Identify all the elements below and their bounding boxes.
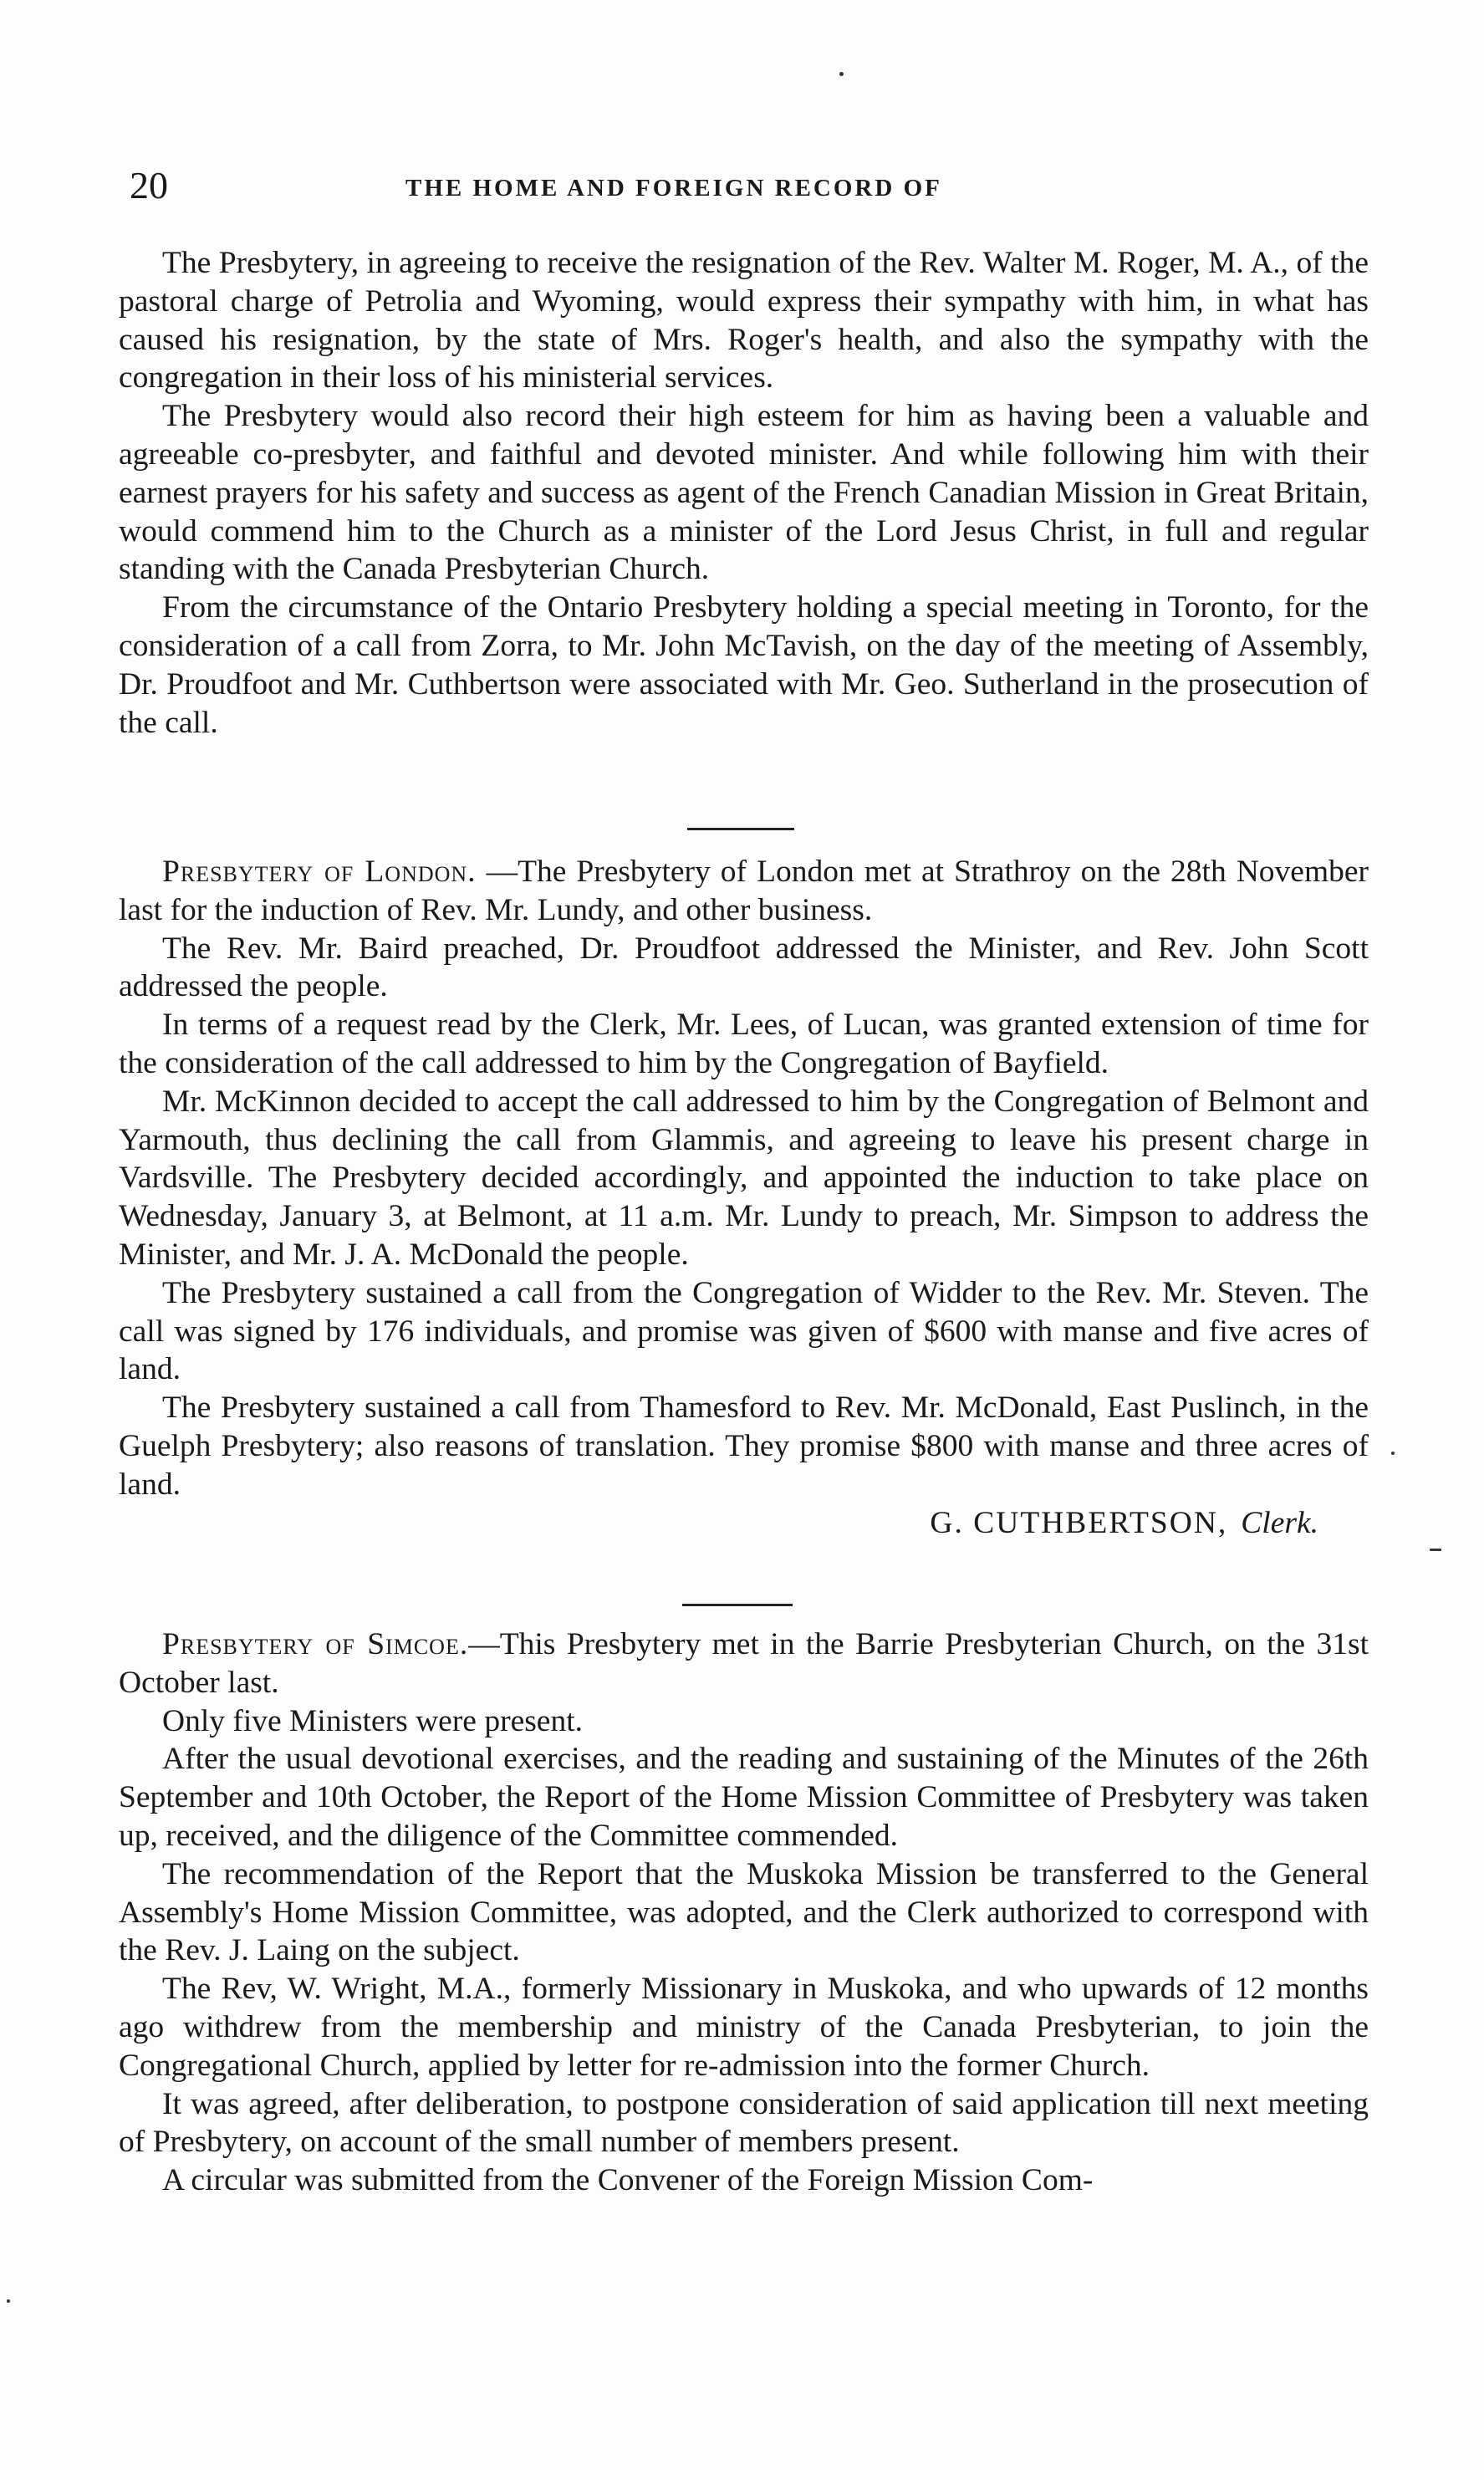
section-presbytery-of-simcoe [119,1625,1369,2200]
paragraph [119,853,1369,930]
paragraph: The recommendation of the Report that the Muskoka Mission be transferred to the General Assembly's Home Mission Committee, was adopted, and the Clerk authorized to correspond with the Rev. J. Laing on the subject. [119,1856,1369,1968]
paragraph: The Presbytery would also record their high esteem for him as having been a valuable and agreeable co-presbyter, and faithful and devoted minister. And while following him with their earnest prayers for his safety and success as agent of the French Canadian Mission in Great Britain, would commend him to the Church as a minister of the Lord Jesus Christ, in full and regular standing with the Canada Presbyterian Church. [119,399,1369,587]
paragraph: The Presbytery sustained a call from Thamesford to Rev. Mr. McDonald, East Puslinch, in the Guelph Presbytery; also reasons of translation. They promise $800 with manse and three acres of land. [119,1391,1369,1502]
paragraph [119,1625,1369,1702]
print-speck [1430,1549,1441,1551]
running-title: THE HOME AND FOREIGN RECORD OF [405,175,942,202]
paragraph-text: —This Presbytery met in the Barrie Presbyterian Church, on the 31st October last. [119,1627,1369,1700]
section-heading-london: Presbytery of London. [162,855,477,889]
paragraph: In terms of a request read by the Clerk, Mr. Lees, of Lucan, was granted extension of time for the consideration of the call addressed to him by the Congregation of Bayfield. [119,1008,1369,1080]
paragraph: The Rev, W. Wright, M.A., formerly Missionary in Muskoka, and who upwards of 12 months ago withdrew from the membership and ministry of the Canada Presbyterian, to join the Congregational Church, applied by letter for re-admission into the former Church. [119,1972,1369,2083]
paragraph: The Presbytery sustained a call from the Congregation of Widder to the Rev. Mr. Steven. The call was signed by 176 individuals, and promise was given of $600 with manse and five acres of land. [119,1275,1369,1387]
signature-name: G. CUTHBERTSON, [930,1505,1228,1540]
section-presbytery-of-london [119,853,1369,1542]
signature [119,1504,1369,1543]
page-number: 20 [130,164,168,207]
paragraph: After the usual devotional exercises, and the reading and sustaining of the Minutes of the 26th September and 10th October, the Report of the Home Mission Committee of Presbytery was taken up, received, and the diligence of the Committee commended. [119,1742,1369,1853]
section-divider [682,1604,793,1606]
paragraph: Mr. McKinnon decided to accept the call addressed to him by the Congregation of Belmont and Yarmouth, thus declining the call from Glammis, and agreeing to leave his present charge in Vardsville. The Presbytery decided accordingly, and appointed the induction to take place on Wednesday, January 3, at Belmont, at 11 a.m. Mr. Lundy to preach, Mr. Simpson to address the Minister, and Mr. J. A. McDonald the people. [119,1084,1369,1272]
section-heading-simcoe: Presbytery of Simcoe. [162,1627,469,1661]
print-speck [1391,1452,1395,1455]
paragraph: A circular was submitted from the Convener of the Foreign Mission Com- [162,2163,1094,2198]
paragraph: Only five Ministers were present. [162,1703,583,1738]
print-speck [7,2299,10,2303]
paragraph-text: —The Presbytery of London met at Strathroy on the 28th November last for the induction of Rev. Mr. Lundy, and other business. [119,855,1369,927]
section-divider [687,828,794,830]
paragraph: The Rev. Mr. Baird preached, Dr. Proudfoot addressed the Minister, and Rev. John Scott addressed the people. [119,931,1369,1004]
section-roger-resignation [119,244,1369,742]
page-header [130,164,1367,214]
paragraph: From the circumstance of the Ontario Presbytery holding a special meeting in Toronto, for the consideration of a call from Zorra, to Mr. John McTavish, on the day of the meeting of Assembly, Dr. Proudfoot and Mr. Cuthbertson were associated with Mr. Geo. Sutherland in the prosecution of the call. [119,590,1369,740]
signature-role: Clerk. [1241,1505,1318,1540]
paragraph: The Presbytery, in agreeing to receive the resignation of the Rev. Walter M. Roger, M. A., of the pastoral charge of Petrolia and Wyoming, would express their sympathy with him, in what has caused his resignation, by the state of Mrs. Roger's health, and also the sympathy with the congregation in their loss of his ministerial services. [119,246,1369,395]
print-speck [839,72,844,76]
paragraph: It was agreed, after deliberation, to postpone consideration of said application till next meeting of Presbytery, on account of the small number of members present. [119,2086,1369,2160]
